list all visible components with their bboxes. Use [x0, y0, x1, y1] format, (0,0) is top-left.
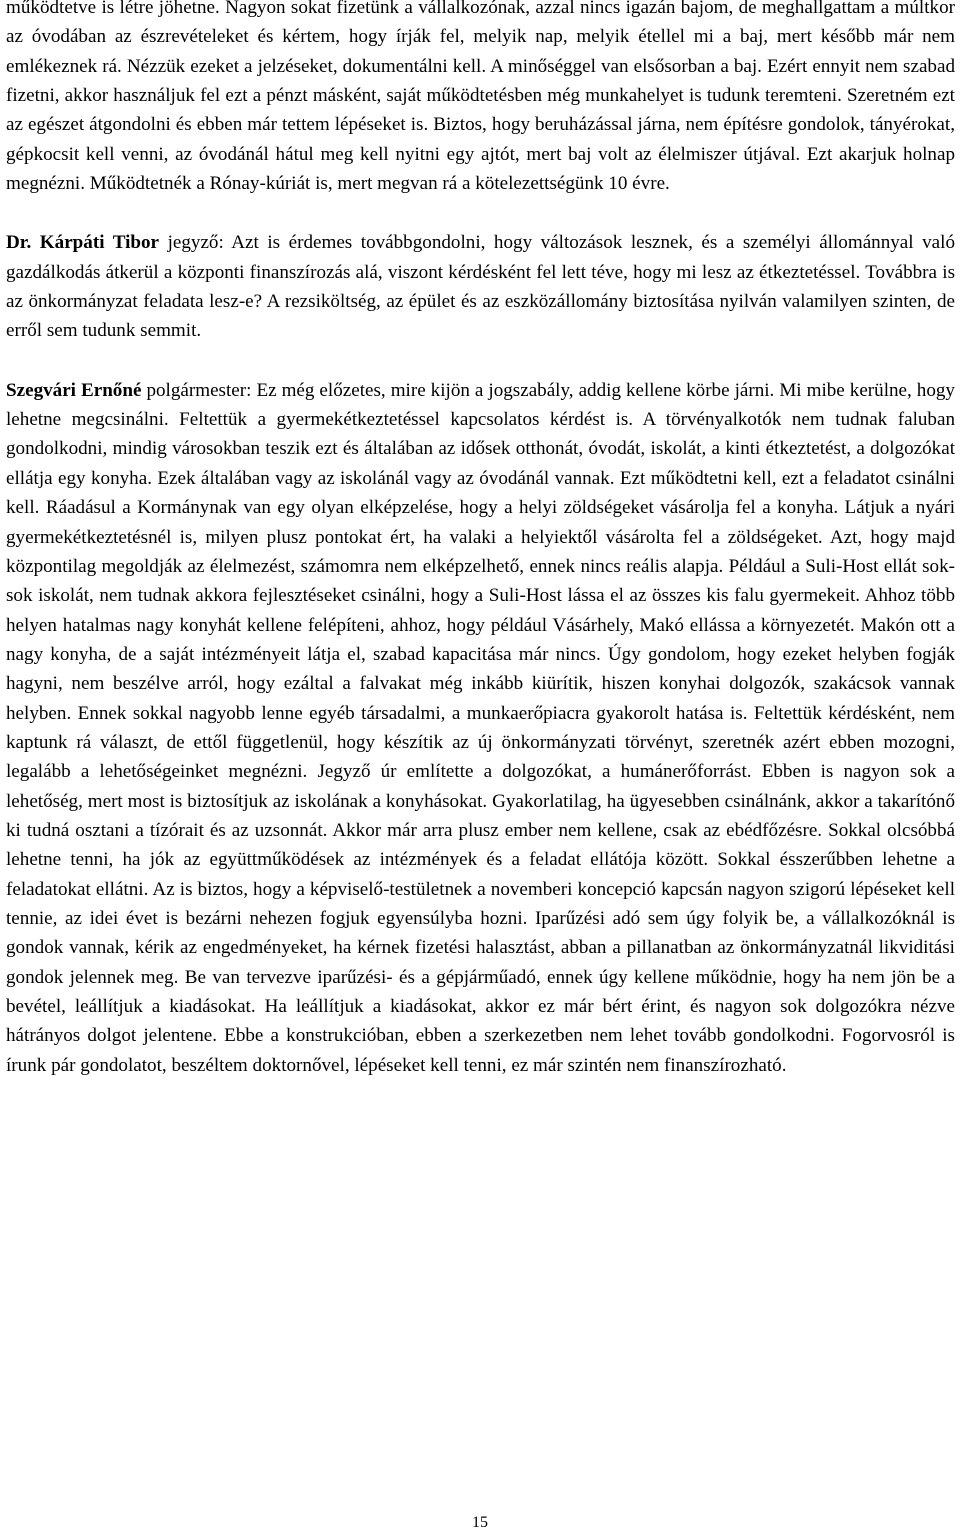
speaker-role: jegyző:	[167, 232, 224, 254]
paragraph-text: Ez még előzetes, mire kijön a jogszabály, addig kellene körbe járni. Mi mibe kerülne, hogy lehetne megcsinálni. Feltettük a gyermekétkeztetéssel kapcsolatos kérdést is. A törvényalkotók nem tudnak faluban gondolkodni, mindig városokban teszik ezt és általában az idősek otthonát, óvodát, iskolát, a kinti étkeztetést, a dolgozókat ellátja egy konyha. Ezek általában vagy az iskolánál vagy az óvodánál vannak. Ezt működtetni kell, ezt a feladatot csinálni kell. Ráadásul a Kormánynak van egy olyan elképzelése, hogy a helyi zöldségeket vásárolja fel a konyha. Látjuk a nyári gyermekétkeztetésnél is, milyen plusz pontokat ért, ha valaki a helyiektől vásárolta fel a zöldségeket. Azt, hogy majd központilag megoldják az élelmezést, számomra nem elképzelhető, ennek nincs reális alapja. Például a Suli-Host ellát sok-sok iskolát, nem tudnak akkora fejlesztéseket csinálni, hogy a Suli-Host lássa el az összes kis falu gyermekeit. Ahhoz több helyen hatalmas nagy konyhát kellene felépíteni, ahhoz, hogy például Vásárhely, Makó ellássa a környezetét. Makón ott a nagy konyha, de a saját intézményeit látja el, szabad kapacitása már nincs. Úgy gondolom, hogy ezeket helyben fogják hagyni, nem beszélve arról, hogy ezáltal a falvakat még inkább kiürítik, hiszen konyhai dolgozók, szakácsok vannak helyben. Ennek sokkal nagyobb lenne egyéb társadalmi, a munkaerőpiacra gyakorolt hatása is. Feltettük kérdésként, nem kaptunk rá választ, de ettől függetlenül, hogy készítik az új önkormányzati törvényt, szeretnék azért ebben mozogni, legalább a lehetőségeinket megnézni. Jegyző úr említette a dolgozókat, a humánerőforrást. Ebben is nagyon sok a lehetőség, mert most is biztosítjuk az iskolának a konyhásokat. Gyakorlatilag, ha ügyesebben csinálnánk, akkor a takarítónő ki tudná osztani a tízórait és az uzsonnát. Akkor már arra plusz ember nem kellene, csak az ebédfőzésre. Sokkal olcsóbbá lehetne tenni, ha jók az együttműködések az intézmények és a feladat ellátója között. Sokkal ésszerűbben lehetne a feladatokat ellátni. Az is biztos, hogy a képviselő-testületnek a novemberi koncepció kapcsán nagyon szigorú lépéseket kell tennie, az idei évet is bezárni nehezen fogjuk egyensúlyba hozni. Iparűzési adó sem úgy folyik be, a vállalkozóknál is gondok vannak, kérik az engedményeket, ha kérnek fizetési halasztást, abban a pillanatban az önkormányzatnál likviditási gondok jelennek meg. Be van tervezve iparűzési- és a gépjárműadó, ennek úgy kellene működnie, hogy ha nem jön be a bevétel, leállítjuk a kiadásokat. Ha leállítjuk a kiadásokat, akkor ez már bért érint, és nagyon sok dolgozókra nézve hátrányos dolgot jelentene. Ebbe a konstrukcióban, ebben a szerkezetben nem lehet tovább gondolkodni. Fogorvosról is írunk pár gondolatot, beszéltem doktornővel, lépéseket kell tenni, ez már szintén nem finanszírozható.	[6, 379, 955, 1076]
paragraph-text: működtetve is létre jöhetne. Nagyon sokat fizetünk a vállalkozónak, azzal nincs igazán bajom, de meghallgattam a múltkor az óvodában az észrevételeket és kértem, hogy írják fel, melyik nap, melyik étellel mi a baj, mert később már nem emlékeznek rá. Nézzük ezeket a jelzéseket, dokumentálni kell. A minőséggel van elsősorban a baj. Ezért ennyit nem szabad fizetni, akkor használjuk fel ezt a pénzt másként, saját működtetésben még munkahelyet is tudunk teremteni. Szeretném ezt az egészet átgondolni és ebben már tettem lépéseket is. Biztos, hogy beruházással járna, nem építésre gondolok, tányérokat, gépkocsit kell venni, az óvodánál hátul meg kell nyitni egy ajtót, mert baj volt az élelmiszer útjával. Ezt akarjuk holnap megnézni. Működtetnék a Rónay-kúriát is, mert megvan rá a kötelezettségünk 10 évre.	[6, 0, 955, 195]
paragraph-text: Azt is érdemes továbbgondolni, hogy változások lesznek, és a személyi állománnyal való gazdálkodás átkerül a központi finanszírozás alá, viszont kérdésként fel lett téve, hogy mi lesz az étkeztetéssel. Továbbra is az önkormányzat feladata lesz-e? A rezsiköltség, az épület és az eszközállomány biztosítása nyilván valamilyen szinten, de erről sem tudunk semmit.	[6, 232, 955, 342]
paragraph-polgarmester	[6, 376, 955, 1080]
speaker-name: Dr. Kárpáti Tibor	[6, 232, 160, 254]
speaker-name: Szegvári Ernőné	[6, 379, 142, 401]
page-number: 15	[472, 1514, 488, 1531]
document-page	[6, 0, 955, 1080]
paragraph-continuation	[6, 0, 955, 198]
speaker-role: polgármester:	[146, 379, 252, 401]
paragraph-jegyzo	[6, 228, 955, 345]
